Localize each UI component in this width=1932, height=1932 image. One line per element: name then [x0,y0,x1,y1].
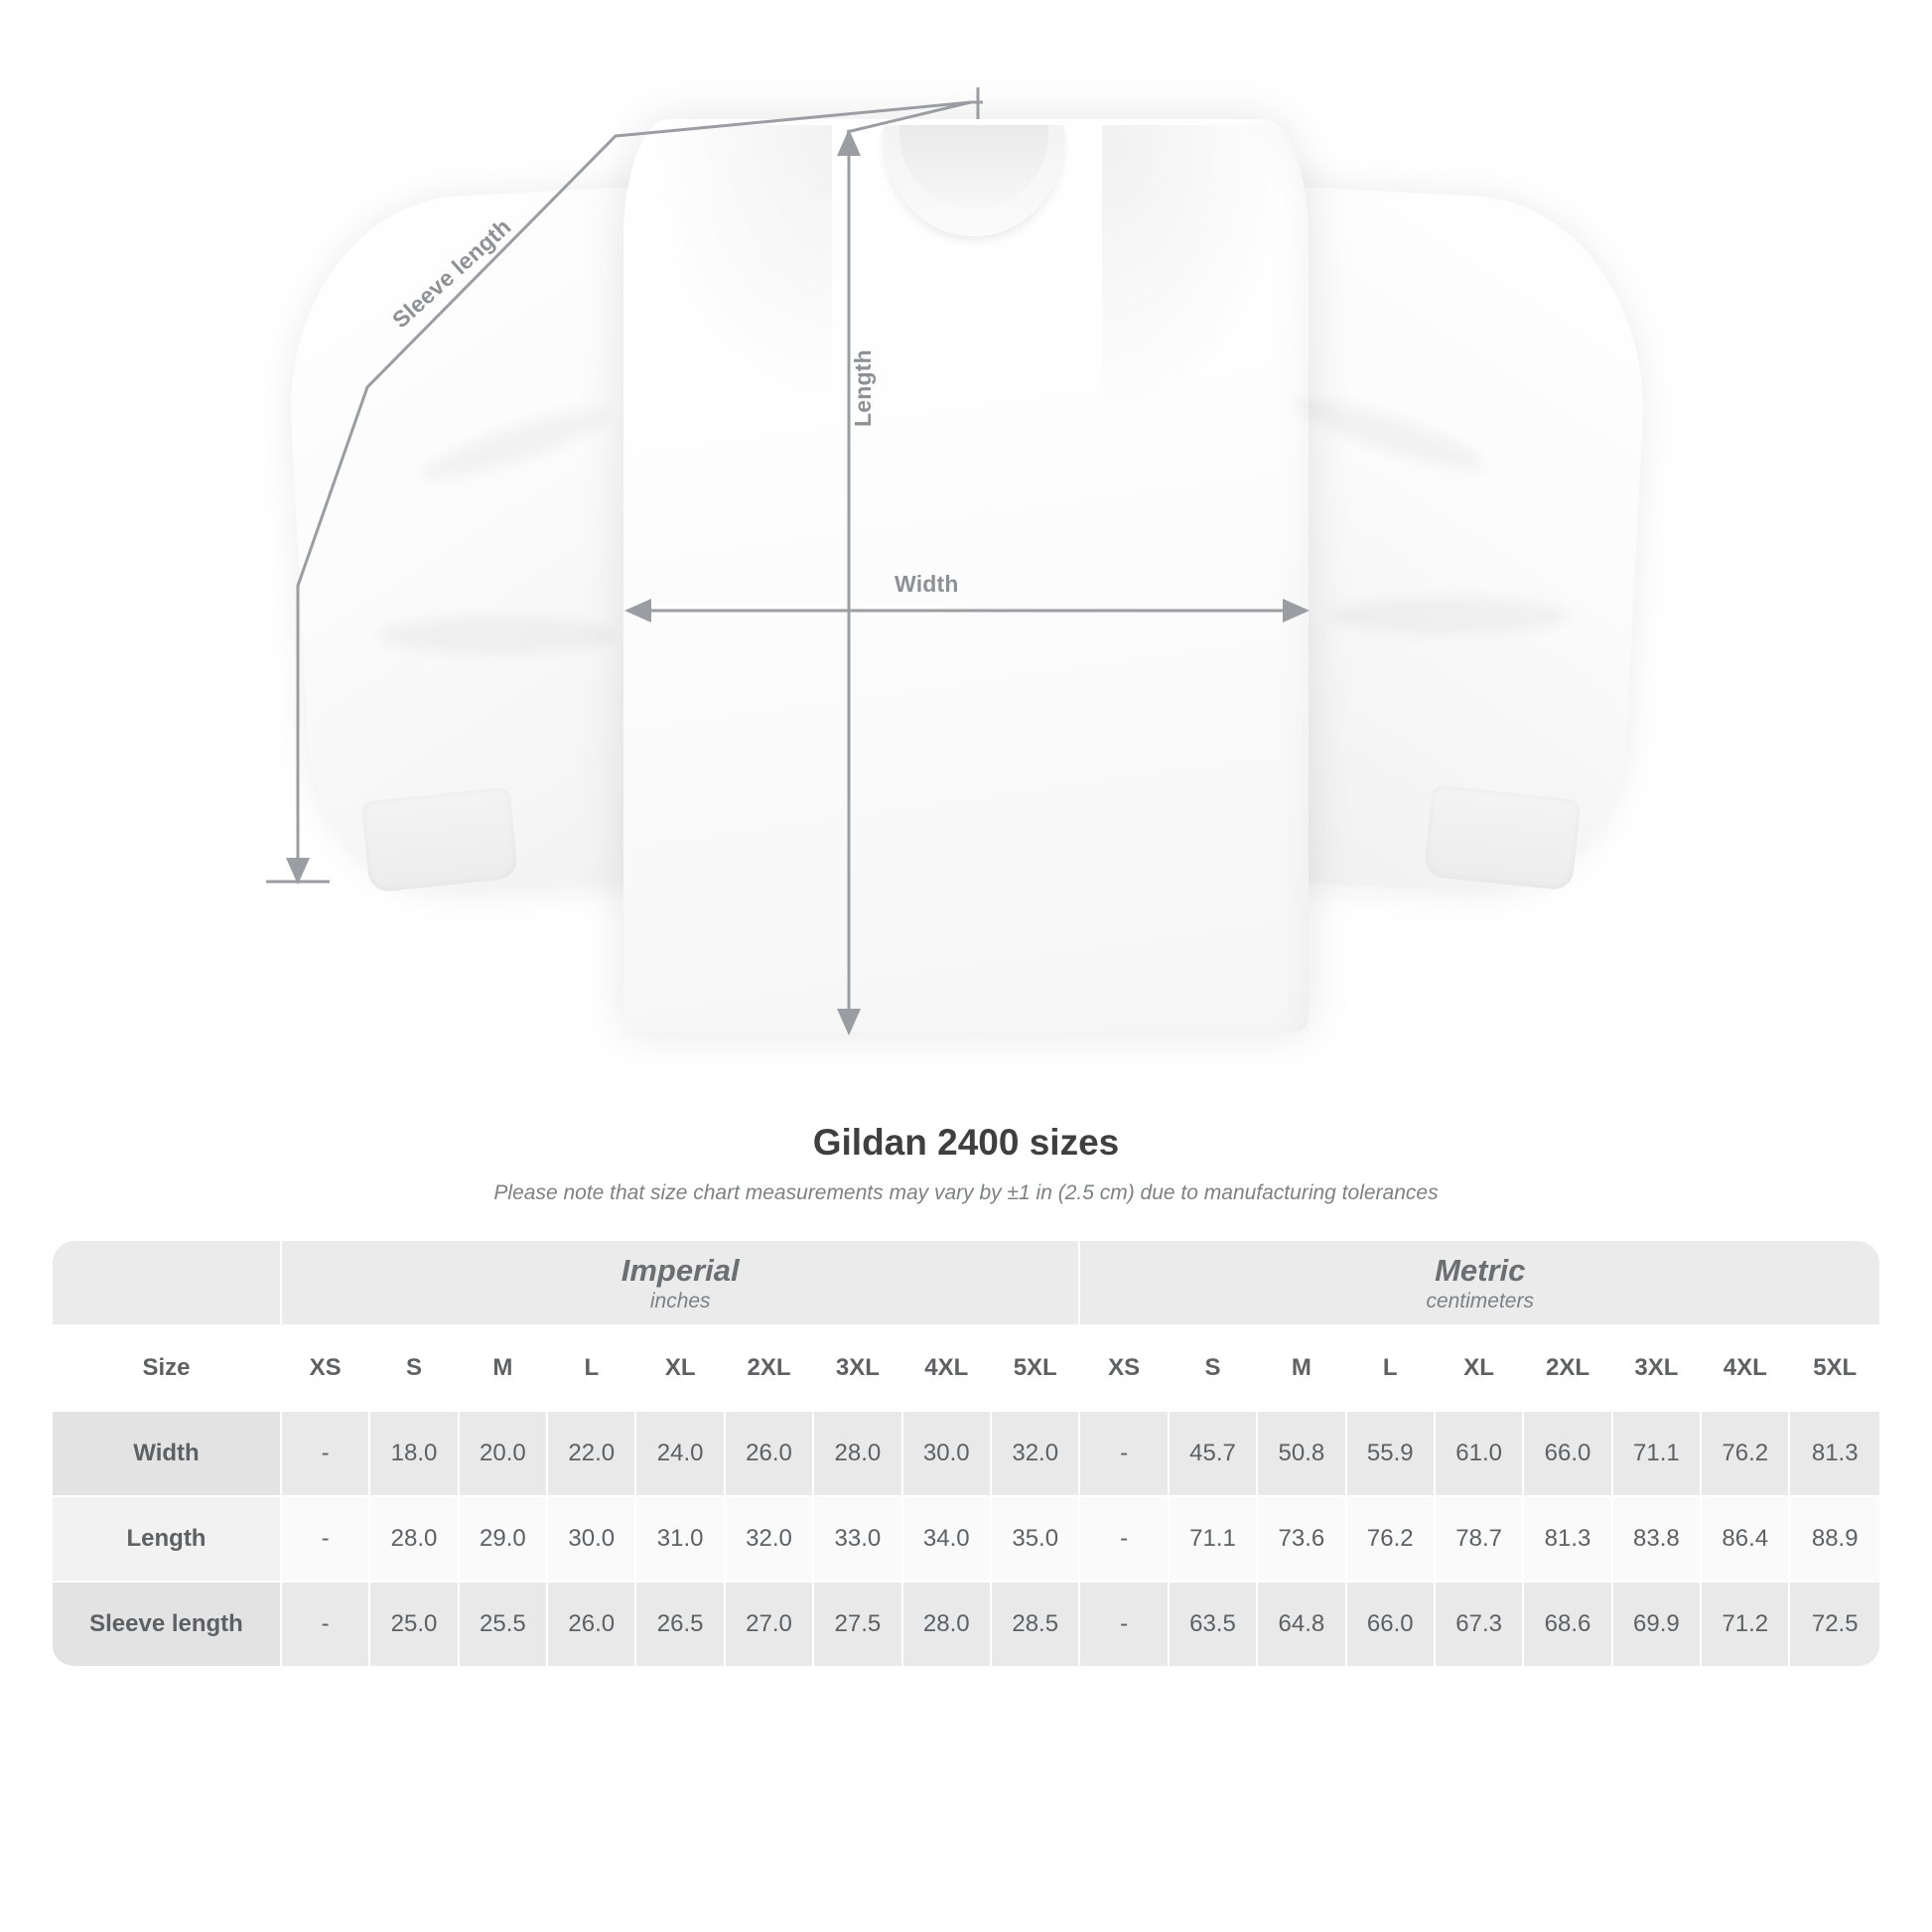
cell-length-imperial-5xl: 35.0 [992,1497,1080,1583]
column-header-imperial-m: M [460,1326,548,1412]
column-header-metric-m: M [1258,1326,1346,1412]
cell-sleeve-imperial-2xl: 27.0 [726,1583,814,1668]
cell-length-imperial-4xl: 34.0 [903,1497,992,1583]
cell-width-metric-4xl: 76.2 [1702,1412,1790,1497]
tolerance-note: Please note that size chart measurements may vary by ±1 in (2.5 cm) due to manufacturing tolerances [493,1181,1439,1204]
unit-header-metric [1080,1241,1879,1326]
column-header-metric-xl: XL [1436,1326,1524,1412]
cell-width-imperial-3xl: 28.0 [814,1412,902,1497]
cell-length-metric-xs: - [1080,1497,1169,1583]
table-row [53,1583,1879,1668]
cell-length-metric-l: 76.2 [1347,1497,1436,1583]
unit-sub-metric: centimeters [1426,1290,1534,1313]
cell-sleeve-metric-xl: 67.3 [1436,1583,1524,1668]
column-header-metric-3xl: 3XL [1613,1326,1702,1412]
cell-sleeve-metric-s: 63.5 [1170,1583,1258,1668]
cell-length-imperial-xs: - [282,1497,370,1583]
column-header-metric-xs: XS [1080,1326,1169,1412]
unit-header-spacer [53,1241,282,1326]
column-header-imperial-l: L [548,1326,636,1412]
cell-length-imperial-3xl: 33.0 [814,1497,902,1583]
column-header-metric-s: S [1170,1326,1258,1412]
cell-sleeve-metric-l: 66.0 [1347,1583,1436,1668]
cell-width-imperial-s: 18.0 [370,1412,459,1497]
shirt-right-cuff [1424,784,1582,891]
cell-length-metric-5xl: 88.9 [1790,1497,1879,1583]
cell-length-imperial-m: 29.0 [460,1497,548,1583]
cell-length-imperial-xl: 31.0 [636,1497,725,1583]
cell-sleeve-metric-2xl: 68.6 [1524,1583,1612,1668]
cell-width-metric-l: 55.9 [1347,1412,1436,1497]
fabric-fold [1330,596,1569,635]
cell-width-metric-xl: 61.0 [1436,1412,1524,1497]
cell-length-imperial-l: 30.0 [548,1497,636,1583]
cell-sleeve-imperial-3xl: 27.5 [814,1583,902,1668]
cell-length-metric-2xl: 81.3 [1524,1497,1612,1583]
unit-name-metric: Metric [1435,1252,1526,1288]
table-row [53,1497,1879,1583]
shirt-left-shoulder-shading [623,125,832,423]
cell-width-imperial-5xl: 32.0 [992,1412,1080,1497]
size-chart-table [53,1241,1879,1668]
cell-sleeve-metric-5xl: 72.5 [1790,1583,1879,1668]
cell-length-metric-xl: 78.7 [1436,1497,1524,1583]
cell-width-imperial-xs: - [282,1412,370,1497]
cell-sleeve-metric-xs: - [1080,1583,1169,1668]
column-header-metric-2xl: 2XL [1524,1326,1612,1412]
cell-width-imperial-xl: 24.0 [636,1412,725,1497]
unit-header-row [53,1241,1879,1326]
column-header-size: Size [53,1326,282,1412]
cell-width-imperial-m: 20.0 [460,1412,548,1497]
cell-sleeve-metric-3xl: 69.9 [1613,1583,1702,1668]
cell-width-metric-3xl: 71.1 [1613,1412,1702,1497]
column-header-imperial-4xl: 4XL [903,1326,992,1412]
cell-sleeve-imperial-xs: - [282,1583,370,1668]
column-header-imperial-xl: XL [636,1326,725,1412]
cell-width-imperial-4xl: 30.0 [903,1412,992,1497]
shirt-left-cuff [361,786,519,893]
garment-illustration [0,0,1932,894]
cell-length-imperial-s: 28.0 [370,1497,459,1583]
cell-length-metric-4xl: 86.4 [1702,1497,1790,1583]
sleeve-length-dimension-label: Sleeve length [387,213,516,334]
column-header-imperial-s: S [370,1326,459,1412]
unit-name-imperial: Imperial [621,1252,740,1288]
cell-sleeve-metric-4xl: 71.2 [1702,1583,1790,1668]
row-label-length: Length [53,1497,282,1583]
cell-sleeve-imperial-4xl: 28.0 [903,1583,992,1668]
cell-length-metric-3xl: 83.8 [1613,1497,1702,1583]
column-header-metric-4xl: 4XL [1702,1326,1790,1412]
unit-sub-imperial: inches [649,1290,711,1313]
column-header-metric-l: L [1347,1326,1436,1412]
cell-width-imperial-l: 22.0 [548,1412,636,1497]
cell-width-imperial-2xl: 26.0 [726,1412,814,1497]
cell-length-metric-s: 71.1 [1170,1497,1258,1583]
column-header-imperial-xs: XS [282,1326,370,1412]
cell-width-metric-m: 50.8 [1258,1412,1346,1497]
cell-sleeve-imperial-l: 26.0 [548,1583,636,1668]
unit-header-imperial [282,1241,1080,1326]
cell-length-metric-m: 73.6 [1258,1497,1346,1583]
cell-sleeve-imperial-5xl: 28.5 [992,1583,1080,1668]
column-header-imperial-2xl: 2XL [726,1326,814,1412]
cell-width-metric-2xl: 66.0 [1524,1412,1612,1497]
table-row [53,1412,1879,1497]
row-label-width: Width [53,1412,282,1497]
cell-width-metric-xs: - [1080,1412,1169,1497]
cell-length-imperial-2xl: 32.0 [726,1497,814,1583]
shirt-right-shoulder-shading [1102,125,1311,443]
size-header-row [53,1326,1879,1412]
cell-sleeve-imperial-m: 25.5 [460,1583,548,1668]
row-label-sleeve-length: Sleeve length [53,1583,282,1668]
fabric-fold [377,616,616,655]
column-header-imperial-3xl: 3XL [814,1326,902,1412]
cell-sleeve-imperial-xl: 26.5 [636,1583,725,1668]
column-header-imperial-5xl: 5XL [992,1326,1080,1412]
size-chart-section [0,1122,1932,1668]
cell-sleeve-metric-m: 64.8 [1258,1583,1346,1668]
length-dimension-label: Length [850,349,876,427]
column-header-metric-5xl: 5XL [1790,1326,1879,1412]
cell-width-metric-5xl: 81.3 [1790,1412,1879,1497]
width-dimension-label: Width [895,571,959,597]
page-title: Gildan 2400 sizes [812,1122,1120,1163]
cell-width-metric-s: 45.7 [1170,1412,1258,1497]
cell-sleeve-imperial-s: 25.0 [370,1583,459,1668]
